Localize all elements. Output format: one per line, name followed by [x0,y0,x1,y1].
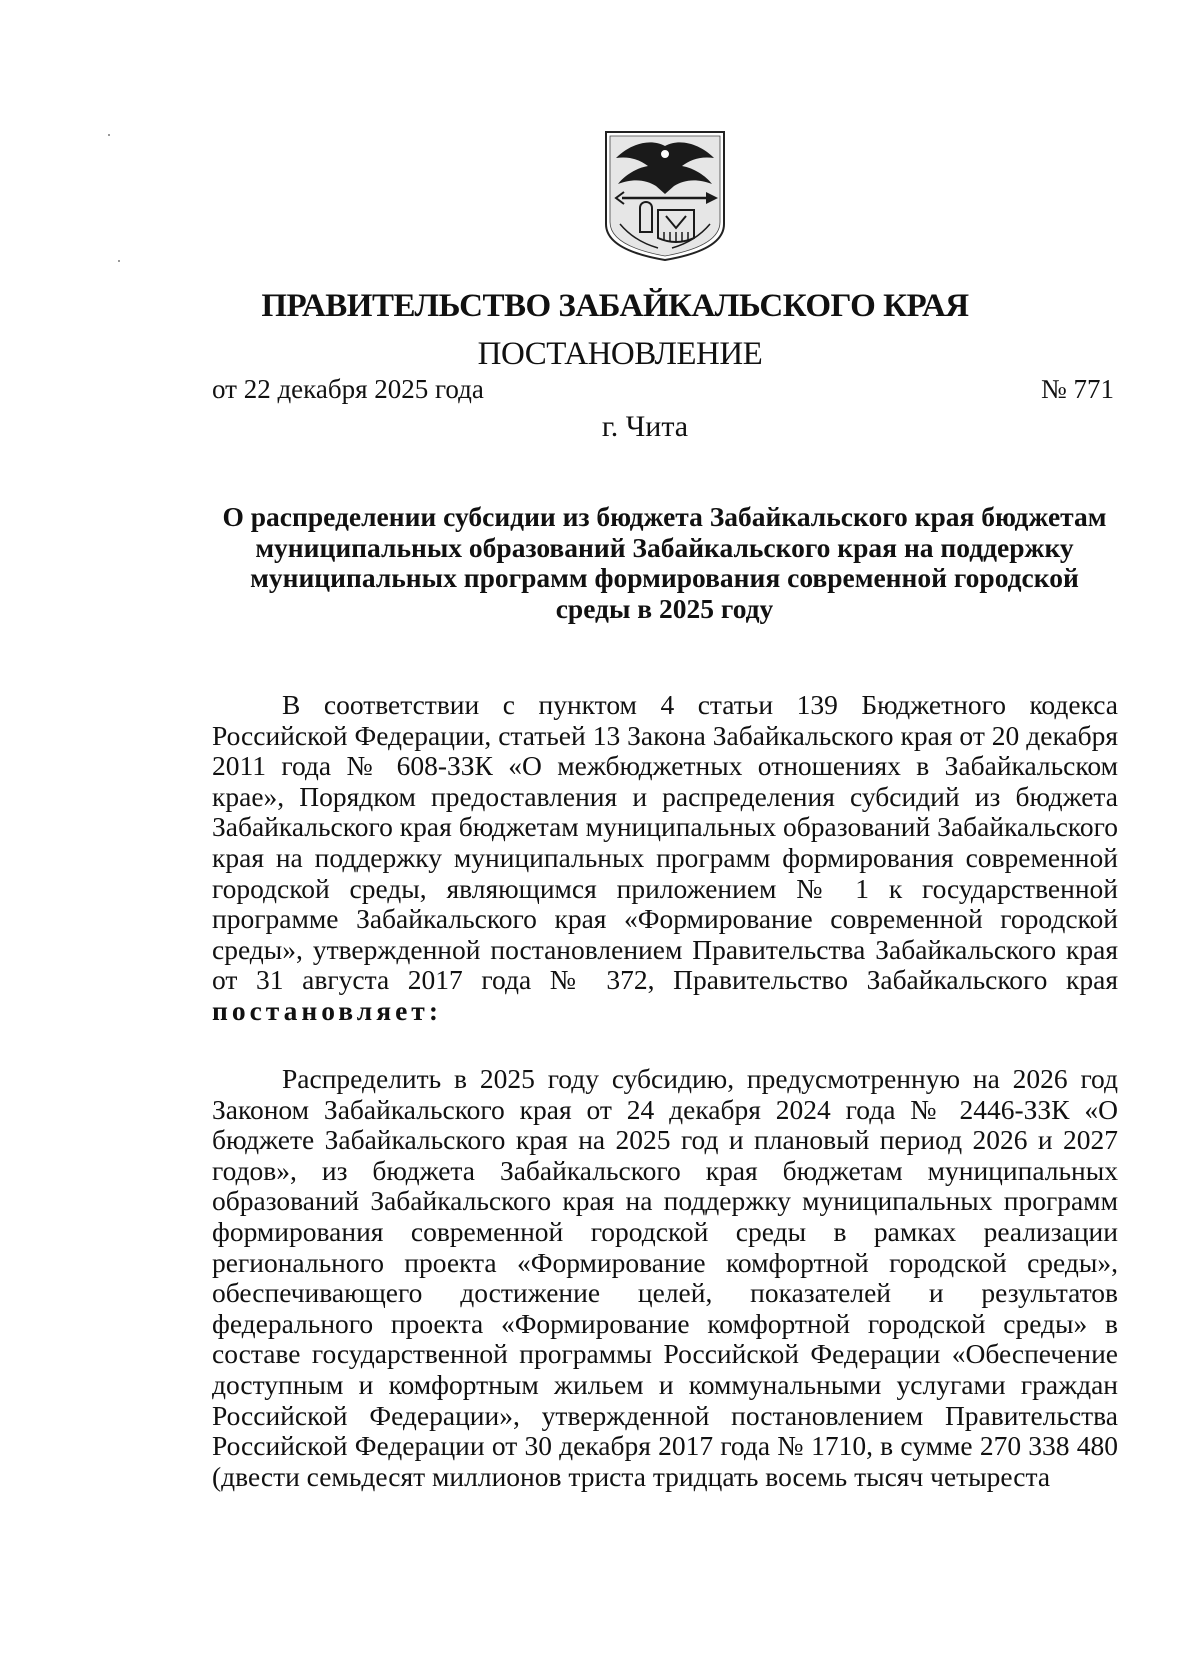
coat-of-arms-emblem [600,128,730,263]
document-type: ПОСТАНОВЛЕНИЕ [477,336,763,372]
scan-speck [118,260,120,262]
resolves-keyword: постановляет: [212,994,442,1026]
preamble-paragraph [212,690,1118,1027]
operative-paragraph: Распределить в 2025 году субсидию, предусмотренную на 2026 год Законом Забайкальского края от 24 декабря 2024 года № 2446-ЗЗК «О бюджете Забайкальского края на 2025 год и плановый период 2026 и 2027 годов», из бюджета Забайкальского края бюджетам муниципальных образований Забайкальского края на поддержку муниципальных программ формирования современной городской среды в рамках реализации регионального проекта «Формирование комфортной городской среды», обеспечивающего достижение целей, показателей и результатов федерального проекта «Формирование комфортной городской среды» в составе государственной программы Российской Федерации «Обеспечение доступным и комфортным жильем и коммунальными услугами граждан Российской Федерации», утвержденной постановлением Правительства Российской Федерации от 30 декабря 2017 года № 1710, в сумме 270 338 480 (двести семьдесят миллионов триста тридцать восемь тысяч четыреста [212,1063,1118,1492]
document-date: от 22 декабря 2025 года [212,374,484,404]
document-number: № 771 [1040,374,1114,404]
document-title: О распределении субсидии из бюджета Забайкальского края бюджетам муниципальных образований Забайкальского края на поддержку муниципальных программ формирования современной городской среды в 2025 году [222,501,1107,624]
scan-speck [108,134,110,136]
preamble-text: В соответствии с пунктом 4 статьи 139 Бюджетного кодекса Российской Федерации, статьей 13 Закона Забайкальского края от 20 декабря 2011 года № 608-ЗЗК «О межбюджетных отношениях в Забайкальском крае», Порядком предоставления и распределения субсидий из бюджета Забайкальского края бюджетам муниципальных образований Забайкальского края на поддержку муниципальных программ формирования современной городской среды, являющимся приложением № 1 к государственной программе Забайкальского края «Формирование современной городской среды», утвержденной постановлением Правительства Забайкальского края от 31 августа 2017 года № 372, Правительство Забайкальского края [212,689,1118,996]
document-city: г. Чита [601,410,689,443]
organization-name: ПРАВИТЕЛЬСТВО ЗАБАЙКАЛЬСКОГО КРАЯ [261,288,969,324]
